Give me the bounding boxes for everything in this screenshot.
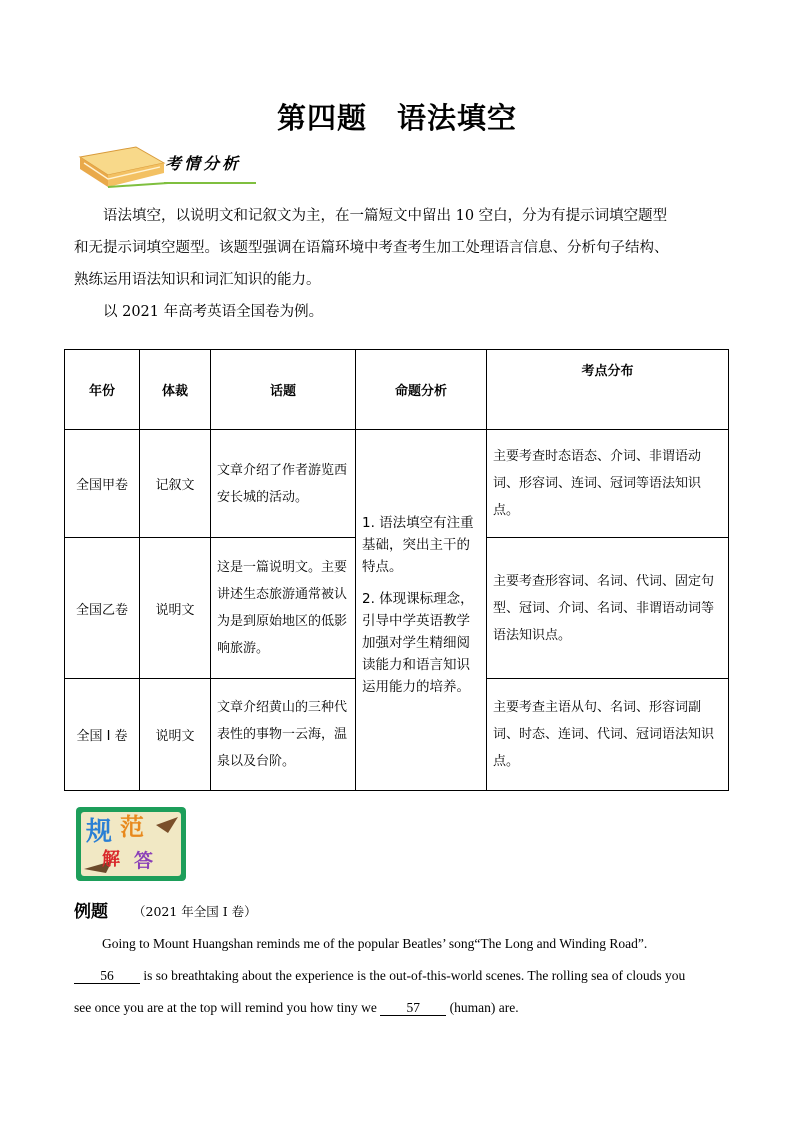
example-line-1: Going to Mount Huangshan reminds me of the popular Beatles’ song“The Long and Winding Road”.	[102, 936, 648, 951]
example-heading: 例题	[74, 902, 108, 922]
intro-line-1: 语法填空，以说明文和记叙文为主，在一篇短文中留出 10 空白，分为有提示词填空题型	[103, 208, 668, 224]
points-cell: 主要考查形容词、名词、代词、固定句型、冠词、介词、名词、非谓语动词等语法知识点。	[487, 538, 729, 679]
header-points: 考点分布	[487, 350, 729, 430]
exam-analysis-table	[64, 349, 729, 791]
header-analysis: 命题分析	[356, 350, 487, 430]
genre-cell: 记叙文	[140, 430, 211, 538]
analysis-point-2: 2. 体现课标理念，引导中学英语教学加强对学生精细阅读能力和语言知识运用能力的培养。	[362, 591, 474, 695]
example-line-3-start: see once you are at the top will remind you how tiny we	[74, 1000, 377, 1015]
analysis-point-1: 1. 语法填空有注重基础，突出主干的特点。	[362, 515, 474, 575]
example-source: （2021 年全国 I 卷）	[133, 904, 257, 919]
intro-line-4: 以 2021 年高考英语全国卷为例。	[103, 304, 324, 320]
topic-cell: 文章介绍了作者游览西安长城的活动。	[211, 430, 356, 538]
genre-cell: 说明文	[140, 679, 211, 791]
header-year: 年份	[65, 350, 140, 430]
points-cell: 主要考查主语从句、名词、形容词副词、时态、连词、代词、冠词语法知识点。	[487, 679, 729, 791]
blank-57[interactable]: 57	[380, 1001, 446, 1016]
header-topic: 话题	[211, 350, 356, 430]
example-line-2-text: is so breathtaking about the experience is the out-of-this-world scenes. The rolling sea of clouds you	[143, 968, 686, 983]
genre-cell: 说明文	[140, 538, 211, 679]
table-row	[65, 430, 729, 538]
points-cell: 主要考查时态语态、介词、非谓语动词、形容词、连词、冠词等语法知识点。	[487, 430, 729, 538]
standard-answer-badge-icon	[76, 807, 186, 881]
intro-line-3: 熟练运用语法知识和词汇知识的能力。	[74, 272, 321, 288]
badge-char-2: 范	[120, 813, 144, 841]
example-line-3-end: (human) are.	[449, 1000, 519, 1015]
year-cell: 全国甲卷	[65, 430, 140, 538]
topic-cell: 文章介绍黄山的三种代表性的事物一云海，温泉以及台阶。	[211, 679, 356, 791]
example-line-3	[74, 992, 724, 1024]
topic-cell: 这是一篇说明文。主要讲述生态旅游通常被认为是到原始地区的低影响旅游。	[211, 538, 356, 679]
badge-char-3: 解	[102, 849, 120, 870]
section-label: 考情分析	[165, 154, 242, 173]
page-title: 第四题 语法填空	[276, 101, 517, 135]
table-header-row	[65, 350, 729, 430]
badge-char-1: 规	[86, 817, 113, 847]
year-cell: 全国乙卷	[65, 538, 140, 679]
intro-paragraph	[74, 200, 726, 328]
intro-line-2: 和无提示词填空题型。该题型强调在语篇环境中考查考生加工处理语言信息、分析句子结构、	[74, 240, 669, 256]
example-line-2	[74, 960, 724, 992]
year-cell: 全国 I 卷	[65, 679, 140, 791]
blank-56[interactable]: 56	[74, 969, 140, 984]
badge-char-4: 答	[134, 850, 154, 872]
analysis-cell	[356, 430, 487, 791]
header-genre: 体裁	[140, 350, 211, 430]
